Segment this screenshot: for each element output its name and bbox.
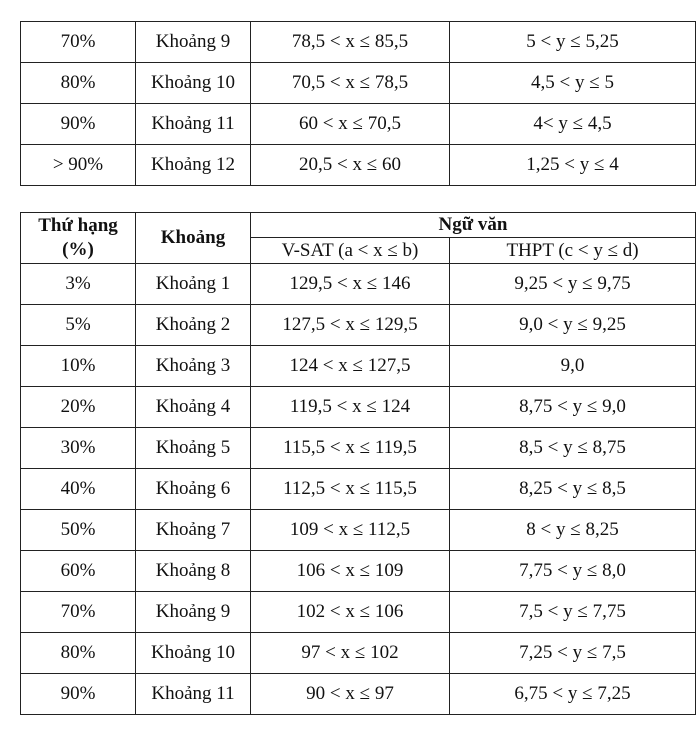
table-row	[21, 674, 696, 715]
vsat-score-cell: 97 < x ≤ 102	[251, 633, 450, 674]
rank-cell: 5%	[21, 305, 136, 346]
range-cell: Khoảng 9	[136, 22, 251, 63]
table-row	[21, 264, 696, 305]
rank-cell: 70%	[21, 22, 136, 63]
rank-cell: 50%	[21, 510, 136, 551]
vsat-score-cell: 127,5 < x ≤ 129,5	[251, 305, 450, 346]
thpt-score-cell: 4,5 < y ≤ 5	[450, 63, 696, 104]
thpt-score-cell: 8 < y ≤ 8,25	[450, 510, 696, 551]
score-table-continued	[20, 21, 696, 186]
table-row	[21, 387, 696, 428]
range-cell: Khoảng 11	[136, 674, 251, 715]
range-cell: Khoảng 6	[136, 469, 251, 510]
vsat-score-cell: 90 < x ≤ 97	[251, 674, 450, 715]
range-cell: Khoảng 10	[136, 63, 251, 104]
thpt-score-cell: 4< y ≤ 4,5	[450, 104, 696, 145]
thpt-score-cell: 5 < y ≤ 5,25	[450, 22, 696, 63]
range-cell: Khoảng 8	[136, 551, 251, 592]
range-cell: Khoảng 9	[136, 592, 251, 633]
rank-cell: 60%	[21, 551, 136, 592]
vsat-score-cell: 106 < x ≤ 109	[251, 551, 450, 592]
table-row	[21, 428, 696, 469]
rank-header	[21, 213, 136, 264]
range-cell: Khoảng 5	[136, 428, 251, 469]
vsat-score-cell: 60 < x ≤ 70,5	[251, 104, 450, 145]
rank-cell: 80%	[21, 633, 136, 674]
rank-cell: 40%	[21, 469, 136, 510]
table-row	[21, 63, 696, 104]
thpt-score-cell: 9,0 < y ≤ 9,25	[450, 305, 696, 346]
table-row	[21, 633, 696, 674]
table-row	[21, 305, 696, 346]
thpt-score-cell: 6,75 < y ≤ 7,25	[450, 674, 696, 715]
thpt-score-cell: 8,5 < y ≤ 8,75	[450, 428, 696, 469]
rank-header-line1: Thứ hạng	[38, 215, 118, 236]
vsat-score-cell: 70,5 < x ≤ 78,5	[251, 63, 450, 104]
header-row	[21, 213, 696, 238]
range-cell: Khoảng 10	[136, 633, 251, 674]
thpt-score-cell: 7,75 < y ≤ 8,0	[450, 551, 696, 592]
thpt-score-cell: 8,25 < y ≤ 8,5	[450, 469, 696, 510]
table-row	[21, 145, 696, 186]
rank-cell: 10%	[21, 346, 136, 387]
vsat-score-cell: 119,5 < x ≤ 124	[251, 387, 450, 428]
range-header: Khoảng	[136, 213, 251, 264]
rank-cell: 70%	[21, 592, 136, 633]
range-cell: Khoảng 2	[136, 305, 251, 346]
range-cell: Khoảng 11	[136, 104, 251, 145]
vsat-score-cell: 124 < x ≤ 127,5	[251, 346, 450, 387]
rank-cell: > 90%	[21, 145, 136, 186]
range-cell: Khoảng 3	[136, 346, 251, 387]
range-cell: Khoảng 12	[136, 145, 251, 186]
thpt-score-cell: 1,25 < y ≤ 4	[450, 145, 696, 186]
score-table-continued-body	[21, 22, 696, 186]
table-row	[21, 551, 696, 592]
table-row	[21, 346, 696, 387]
thpt-score-cell: 9,0	[450, 346, 696, 387]
rank-cell: 30%	[21, 428, 136, 469]
thpt-score-cell: 7,5 < y ≤ 7,75	[450, 592, 696, 633]
table-row	[21, 22, 696, 63]
thpt-score-cell: 8,75 < y ≤ 9,0	[450, 387, 696, 428]
literature-table-header	[21, 213, 696, 264]
rank-header-line2: (%)	[62, 239, 94, 260]
thpt-score-cell: 9,25 < y ≤ 9,75	[450, 264, 696, 305]
thpt-header: THPT (c < y ≤ d)	[450, 238, 696, 264]
vsat-score-cell: 20,5 < x ≤ 60	[251, 145, 450, 186]
table-row	[21, 104, 696, 145]
thpt-score-cell: 7,25 < y ≤ 7,5	[450, 633, 696, 674]
table-row	[21, 469, 696, 510]
rank-cell: 80%	[21, 63, 136, 104]
vsat-score-cell: 109 < x ≤ 112,5	[251, 510, 450, 551]
vsat-header: V-SAT (a < x ≤ b)	[251, 238, 450, 264]
vsat-score-cell: 115,5 < x ≤ 119,5	[251, 428, 450, 469]
subject-header: Ngữ văn	[251, 213, 696, 238]
table-row	[21, 592, 696, 633]
vsat-score-cell: 102 < x ≤ 106	[251, 592, 450, 633]
literature-score-table	[20, 212, 696, 715]
literature-table-body	[21, 264, 696, 715]
rank-cell: 20%	[21, 387, 136, 428]
rank-cell: 3%	[21, 264, 136, 305]
table-row	[21, 510, 696, 551]
rank-cell: 90%	[21, 674, 136, 715]
vsat-score-cell: 112,5 < x ≤ 115,5	[251, 469, 450, 510]
range-cell: Khoảng 4	[136, 387, 251, 428]
range-cell: Khoảng 7	[136, 510, 251, 551]
vsat-score-cell: 129,5 < x ≤ 146	[251, 264, 450, 305]
vsat-score-cell: 78,5 < x ≤ 85,5	[251, 22, 450, 63]
range-cell: Khoảng 1	[136, 264, 251, 305]
rank-cell: 90%	[21, 104, 136, 145]
